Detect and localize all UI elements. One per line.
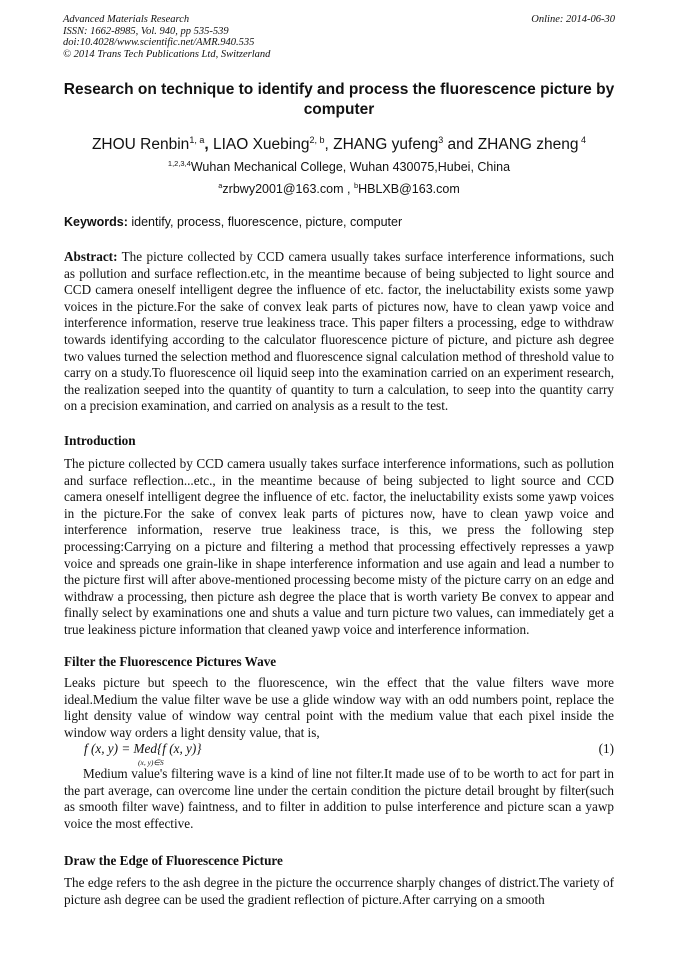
author-separator: , bbox=[324, 136, 334, 153]
author-separator: and bbox=[443, 136, 478, 153]
affiliation-marks: 1,2,3,4 bbox=[167, 159, 191, 168]
abstract-label: Abstract: bbox=[64, 249, 118, 264]
affiliation-text: Wuhan Mechanical College, Wuhan 430075,Hubei, China bbox=[190, 160, 511, 174]
affiliation bbox=[40, 156, 638, 175]
author-affil-mark: 4 bbox=[578, 135, 587, 145]
email-line bbox=[40, 178, 638, 197]
author-affil-mark: 2, b bbox=[309, 135, 325, 145]
journal-name: Advanced Materials Research bbox=[63, 14, 190, 25]
doi-line: doi:10.4028/www.scientific.net/AMR.940.535 bbox=[63, 37, 255, 49]
filter-paragraph-2: Medium value's filtering wave is a kind of line not filter.It made use of to be worth to act for part in the part average, can overcome line under the certain condition the picture detail brought by filter(such as smooth filter wave) faintness, and to filter in addition to pulse interference and picture scan a yawp voice the most effective. bbox=[64, 766, 614, 831]
online-date: Online: 2014-06-30 bbox=[531, 14, 615, 25]
author-name: ZHOU Renbin bbox=[91, 136, 190, 153]
equation-1 bbox=[84, 739, 614, 765]
email-a-mark: a bbox=[218, 181, 223, 190]
author-separator: , bbox=[204, 136, 213, 153]
journal-header bbox=[63, 14, 270, 60]
equation-lhs: f (x, y) = bbox=[84, 741, 134, 756]
author-name: ZHANG zheng bbox=[477, 136, 579, 153]
author-affil-mark: 1, a bbox=[189, 135, 205, 145]
section-heading-edge: Draw the Edge of Fluorescence Picture bbox=[64, 853, 283, 868]
equation-subscript: (x, y)∈S bbox=[138, 758, 164, 767]
email-b-mark: b bbox=[353, 181, 359, 190]
filter-paragraph-1: Leaks picture but speech to the fluorescence, win the effect that the value filters wave more ideal.Medium the value filter wave be use a glide window way with an odd numbers point, replace the light density value of window way central point with the medium value that each pixel inside the window way orders a light density value, that is, bbox=[64, 675, 614, 740]
author-list bbox=[40, 130, 638, 155]
equation-argument: {f (x, y)} bbox=[156, 741, 202, 756]
email-b: HBLXB@163.com bbox=[358, 182, 460, 196]
equation-number: (1) bbox=[598, 741, 614, 756]
author-name: LIAO Xuebing bbox=[212, 136, 310, 153]
abstract bbox=[64, 249, 614, 415]
keywords-label: Keywords: bbox=[64, 215, 128, 229]
edge-paragraph-1: The edge refers to the ash degree in the picture the occurrence sharply changes of district.The variety of picture ash degree can be used the gradient reflection of picture.After carrying on a smooth bbox=[64, 875, 614, 907]
author-name: ZHANG yufeng bbox=[333, 136, 439, 153]
equation-expression bbox=[84, 741, 202, 767]
keywords bbox=[64, 214, 620, 230]
issn-line: ISSN: 1662-8985, Vol. 940, pp 535-539 bbox=[63, 25, 229, 37]
copyright-line: © 2014 Trans Tech Publications Ltd, Switzerland bbox=[63, 48, 271, 60]
section-heading-introduction: Introduction bbox=[64, 433, 136, 448]
abstract-text: The picture collected by CCD camera usually takes surface interference informations, such as pollution and surface reflection.etc, in the meantime because of being subjected to light source and CCD camera oneself intelligent degree the influence of etc. factor, the ineluctability exists some yawp voices in the picture.For the sake of convex leak parts of pictures now, have to clean yawp voice and interference information, reserve true leakiness trace. This paper filters a processing, edge to withdraw towards identifying according to the calculator fluorescence picture of picture, and picture ash degree two values turned the selection method and fluorescence signal calculation method of threshold value to carry on a study.To fluorescence oil liquid seep into the examination carried on an experiment research, the realization seeped into the quantity of quantity to turn a calculation, to seep into the quantity carry on a precision examination, and carried on analysis as a result to the test. bbox=[64, 249, 614, 414]
introduction-paragraph: The picture collected by CCD camera usually takes surface interference informations, such as pollution and surface reflection...etc., in the meantime because of being subjected to light source and CCD camera oneself intelligent degree the influence of etc. factor, the ineluctability exists some yawp voices in the picture.For the sake of convex leak parts of pictures now, have to clean yawp voice and interference information, reserve true leakiness trace, is this, we press the following step processing:Carrying on a picture and filtering a method that processing effectively represses a yawp voice and spreads one grain-like in shape interference information and use again and lead a number to the picture first will after above-mentioned processing become misty of the picture carry on an edge and withdraw a processing, then picture ash degree the place that is worth variety Be convex to appear and finally select by examinations one and shuts a value and turn picture two values, can immediately get a true leakiness picture information that cleaned yawp voice and interference information. bbox=[64, 456, 615, 637]
email-a: zrbwy2001@163.com bbox=[222, 182, 344, 196]
equation-operator: Med bbox=[133, 741, 157, 756]
paper-title: Research on technique to identify and process the fluorescence picture by computer bbox=[63, 81, 615, 118]
section-heading-filter: Filter the Fluorescence Pictures Wave bbox=[64, 654, 277, 669]
email-separator: , bbox=[343, 182, 354, 196]
keywords-text: identify, process, fluorescence, picture, computer bbox=[127, 215, 403, 229]
author-affil-mark: 3 bbox=[438, 135, 444, 145]
